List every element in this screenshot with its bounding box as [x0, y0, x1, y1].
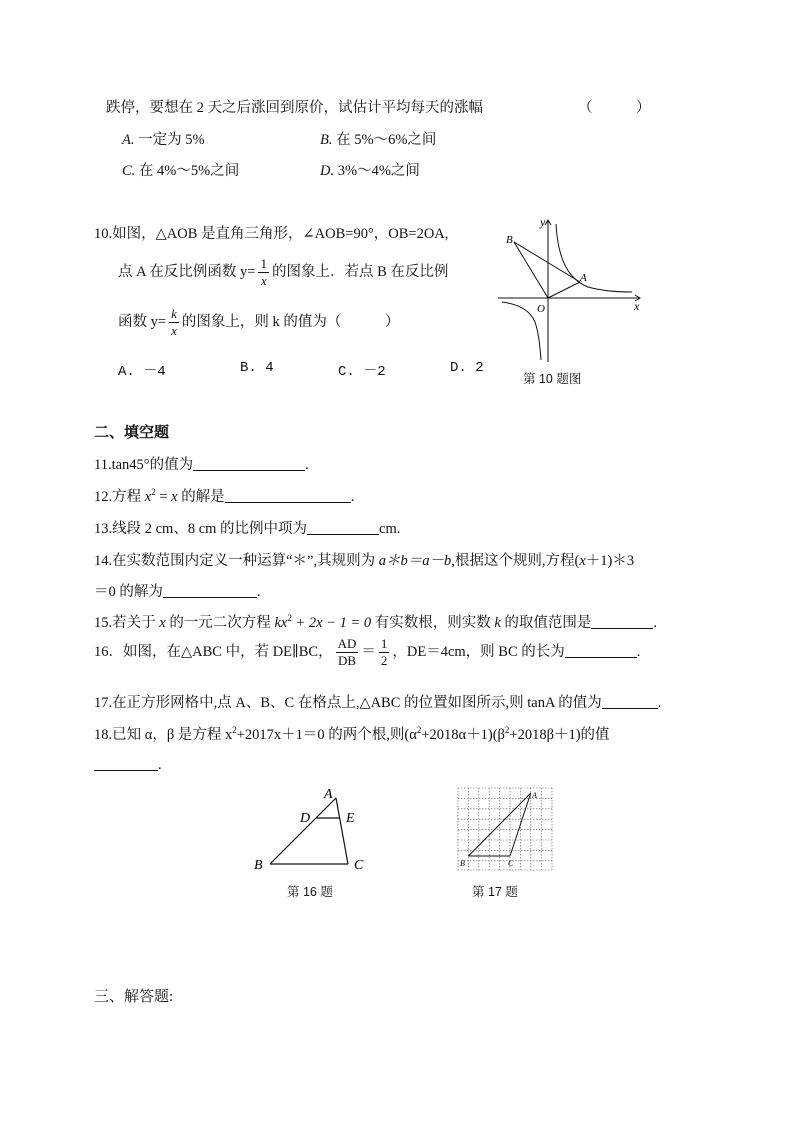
label-c: C: [508, 859, 514, 868]
q10-fraction-1-num: 1: [260, 256, 267, 271]
q15-eq1: kx: [274, 615, 288, 631]
segment-ba: [270, 798, 336, 864]
segment-ac: [510, 793, 531, 856]
q15-var: x: [159, 615, 166, 631]
q13-unit: cm.: [379, 521, 401, 537]
q10-caption: 第 10 题图: [523, 372, 582, 386]
q11-end: .: [305, 457, 309, 473]
q12-start: 12.方程: [94, 489, 145, 505]
q16-fraction-num: AD: [337, 636, 357, 651]
q18-mid1: +2017x＋1＝0 的两个根,则(α: [236, 727, 417, 743]
segment-ob: [514, 242, 548, 298]
q9-option-a-text: 一定为 5%: [138, 132, 205, 148]
q17-text: 17.在正方形网格中,点 A、B、C 在格点上,△ABC 的位置如图所示,则 tanA 的值为: [94, 695, 602, 711]
label-a: A: [324, 787, 333, 802]
q14-mid: ,根据这个规则,方程(: [451, 553, 580, 569]
segment-ac: [336, 798, 348, 864]
q16-fraction-den: DB: [337, 653, 357, 668]
q15: [94, 611, 657, 632]
label-o: O: [537, 303, 545, 315]
q9-answer-paren: （ ）: [578, 100, 651, 116]
q14-line2-text: ＝0 的解为: [94, 584, 163, 600]
q10-line2: [118, 256, 448, 289]
label-e: E: [346, 811, 355, 826]
q18-start: 18.已知 α，β 是方程 x: [94, 727, 233, 743]
q12: [94, 485, 354, 506]
segment-oa: [548, 282, 580, 298]
q17-figure: [456, 786, 556, 872]
q16-end: .: [636, 643, 641, 660]
q10-fraction-1: [258, 256, 269, 289]
q10-line3: [118, 306, 399, 339]
q11-text: 11.tan45°的值为: [94, 457, 194, 473]
q18: [94, 723, 610, 744]
q11: [94, 453, 309, 474]
q10-option-b: B. 4: [240, 360, 274, 376]
q13-text: 13.线段 2 cm、8 cm 的比例中项为: [94, 521, 308, 537]
grid: [458, 788, 552, 870]
q16-fraction-ad-db: [336, 636, 359, 669]
label-b: B: [254, 858, 263, 873]
q14-line1: [94, 549, 634, 570]
q12-text: 的解是: [177, 489, 225, 505]
q16-eq: ＝: [361, 643, 376, 660]
q16-fraction2-num: 1: [380, 636, 388, 651]
q10-option-d: D. 2: [450, 360, 484, 376]
q10-fraction-2-num: k: [171, 306, 177, 321]
label-b: B: [506, 234, 513, 246]
q10-line3-start: 函数 y=: [118, 313, 167, 330]
q18-exp2: 2: [416, 725, 422, 736]
q15-eq2: + 2x − 1 = 0: [291, 615, 372, 631]
q12-answer-blank[interactable]: [225, 488, 351, 503]
q10-fraction-2-den: x: [171, 323, 177, 338]
q12-var: x: [144, 489, 152, 505]
label-x: x: [634, 299, 640, 313]
q13: [94, 517, 400, 538]
q14-start: 14.在实数范围内定义一种运算“＊”,其规则为: [94, 553, 379, 569]
q16-text: ，DE＝4cm，则 BC 的长为: [392, 643, 565, 660]
q9-option-d: [320, 159, 420, 180]
q15-k: k: [494, 615, 501, 631]
q15-end: .: [653, 615, 658, 631]
label-a: A: [532, 791, 537, 800]
q18-end: .: [158, 757, 162, 773]
q16-fraction-half: [379, 636, 390, 669]
q16-answer-blank[interactable]: [565, 643, 637, 658]
label-b: B: [460, 859, 465, 868]
q9-option-b-letter: B.: [320, 132, 333, 148]
q9-option-a: [122, 128, 205, 149]
q9-line: 跌停，要想在 2 天之后涨回到原价，试估计平均每天的涨幅: [106, 100, 483, 116]
q12-exp: 2: [151, 487, 156, 498]
q9-text: [106, 96, 483, 117]
q12-end: .: [350, 489, 355, 505]
q9-option-a-letter: A.: [122, 132, 135, 148]
q18-mid2: +2018α＋1)(β: [421, 727, 505, 743]
segment-ba: [468, 793, 530, 856]
q9-option-b-text: 在 5%～6%之间: [336, 132, 437, 148]
q13-answer-blank[interactable]: [307, 520, 379, 535]
q18-line2: [94, 756, 162, 774]
hyperbola-branch-1: [556, 224, 632, 292]
q9-option-c-text: 在 4%～5%之间: [138, 163, 240, 179]
q18-exp3: 2: [504, 725, 510, 736]
q18-exp1: 2: [232, 725, 237, 736]
q14-var: x: [579, 553, 586, 569]
q10-line2-end: 的图象上．若点 B 在反比例: [271, 263, 449, 280]
label-a: A: [580, 272, 587, 284]
q14-answer-blank[interactable]: [163, 583, 257, 598]
q15-text1: 的一元二次方程: [165, 615, 275, 631]
section-3-title: 三、解答题:: [94, 989, 174, 1005]
q14-end-line1: ＋1)＊3: [585, 553, 635, 569]
q10-figure: [492, 212, 652, 367]
q15-exp: 2: [287, 613, 292, 624]
q10-line2-start: 点 A 在反比例函数 y=: [118, 263, 256, 280]
label-y: y: [540, 215, 546, 229]
q17: [94, 691, 661, 712]
q9-option-b: [320, 128, 436, 149]
q9-option-d-letter: D.: [320, 163, 335, 179]
q18-answer-blank[interactable]: [94, 756, 158, 771]
q14-end: .: [256, 584, 261, 600]
q16-start: 16．如图，在△ABC 中，若 DE∥BC，: [94, 643, 333, 660]
q15-answer-blank[interactable]: [591, 614, 653, 629]
q17-answer-blank[interactable]: [602, 694, 658, 709]
q16: [94, 636, 640, 669]
q16-fraction2-den: 2: [380, 653, 388, 668]
q12-eq: =: [155, 489, 172, 505]
q15-text2: 有实数根，则实数: [371, 615, 495, 631]
q16-caption: 第 16 题: [287, 885, 333, 899]
segment-ba: [514, 242, 580, 282]
q9-option-c-letter: C.: [122, 163, 136, 179]
q10-option-a: A. －4: [118, 364, 166, 380]
q17-end: .: [657, 695, 662, 711]
q14-line2: [94, 580, 261, 601]
label-c: C: [354, 858, 364, 873]
q14-rule: a＊b＝a－b: [378, 553, 452, 569]
q15-text3: 的取值范围是: [500, 615, 592, 631]
section-2-title: 二、填空题: [94, 424, 170, 441]
q11-answer-blank[interactable]: [193, 456, 305, 471]
q12-var2: x: [171, 489, 178, 505]
q17-caption: 第 17 题: [472, 885, 518, 899]
label-d: D: [300, 811, 311, 826]
q18-end-text: +2018β＋1)的值: [509, 727, 610, 743]
hyperbola-branch-3: [502, 302, 541, 360]
q10-fraction-2: [169, 306, 179, 339]
q10-option-c: C. －2: [338, 364, 386, 380]
q16-figure: [230, 782, 380, 882]
q9-option-d-text: 3%～4%之间: [337, 163, 420, 179]
q10-line1: 10.如图，△AOB 是直角三角形，∠AOB=90°，OB=2OA,: [94, 226, 449, 242]
q15-start: 15.若关于: [94, 615, 160, 631]
q10-line3-end: 的图象上，则 k 的值为（ ）: [181, 313, 400, 330]
q9-option-c: [122, 159, 239, 180]
q10-fraction-1-den: x: [260, 273, 267, 288]
